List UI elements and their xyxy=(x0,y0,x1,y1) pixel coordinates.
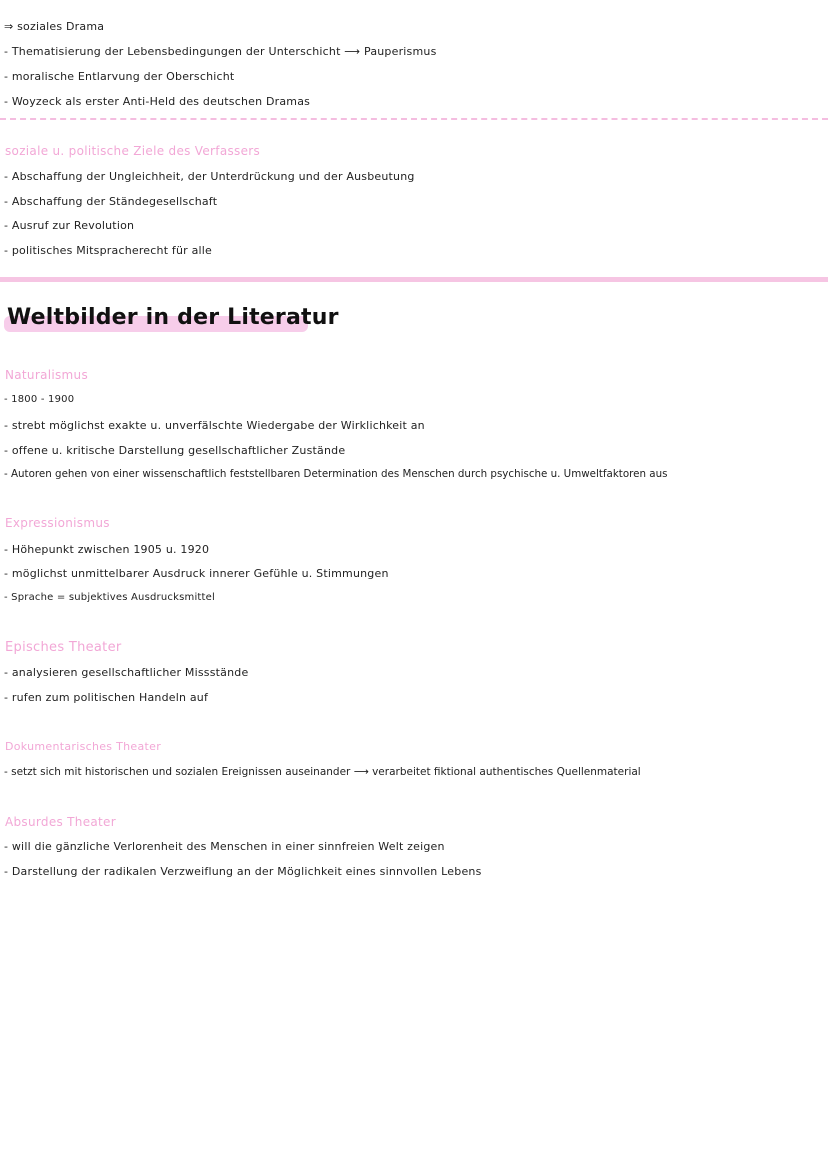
expressionismus-heading: Expressionismus xyxy=(5,516,110,530)
ziele-bullet-2: - Abschaffung der Ständegesellschaft xyxy=(4,195,218,208)
dokumentarisch-heading: Dokumentarisches Theater xyxy=(5,740,162,753)
absurd-heading: Absurdes Theater xyxy=(5,815,116,829)
naturalismus-bullet-3: - offene u. kritische Darstellung gesellschaftlicher Zustände xyxy=(4,444,346,457)
dokumentarisch-bullet-1: - setzt sich mit historischen und sozialen Ereignissen auseinander ⟶ verarbeitet fiktional authentisches Quellenmaterial xyxy=(4,766,641,778)
episch-heading: Episches Theater xyxy=(5,640,122,655)
section-divider-band xyxy=(0,277,828,282)
ziele-heading: soziale u. politische Ziele des Verfassers xyxy=(5,144,261,158)
top-bullet-2: - moralische Entlarvung der Oberschicht xyxy=(4,70,235,83)
expressionismus-bullet-1: - Höhepunkt zwischen 1905 u. 1920 xyxy=(4,543,210,556)
ziele-bullet-4: - politisches Mitspracherecht für alle xyxy=(4,244,212,257)
naturalismus-bullet-4: - Autoren gehen von einer wissenschaftlich feststellbaren Determination des Menschen durch psychische u. Umweltfaktoren aus xyxy=(4,468,668,480)
ziele-bullet-1: - Abschaffung der Ungleichheit, der Unterdrückung und der Ausbeutung xyxy=(4,170,415,183)
naturalismus-bullet-2: - strebt möglichst exakte u. unverfälschte Wiedergabe der Wirklichkeit an xyxy=(4,419,425,432)
absurd-bullet-2: - Darstellung der radikalen Verzweiflung an der Möglichkeit eines sinnvollen Lebens xyxy=(4,865,482,878)
naturalismus-bullet-1: - 1800 - 1900 xyxy=(4,394,75,405)
naturalismus-heading: Naturalismus xyxy=(5,368,88,382)
episch-bullet-1: - analysieren gesellschaftlicher Missstände xyxy=(4,666,249,679)
absurd-bullet-1: - will die gänzliche Verlorenheit des Menschen in einer sinnfreien Welt zeigen xyxy=(4,840,445,853)
ziele-bullet-3: - Ausruf zur Revolution xyxy=(4,219,135,232)
top-bullet-3: - Woyzeck als erster Anti-Held des deutschen Dramas xyxy=(4,95,311,108)
top-bullet-1: - Thematisierung der Lebensbedingungen der Unterschicht ⟶ Pauperismus xyxy=(4,45,437,58)
expressionismus-bullet-2: - möglichst unmittelbarer Ausdruck innerer Gefühle u. Stimmungen xyxy=(4,567,389,580)
soziales-drama-heading: ⇒ soziales Drama xyxy=(4,20,105,33)
dashed-divider xyxy=(0,118,828,120)
episch-bullet-2: - rufen zum politischen Handeln auf xyxy=(4,691,209,704)
page-title: Weltbilder in der Literatur xyxy=(7,305,339,330)
expressionismus-bullet-3: - Sprache = subjektives Ausdrucksmittel xyxy=(4,592,215,603)
